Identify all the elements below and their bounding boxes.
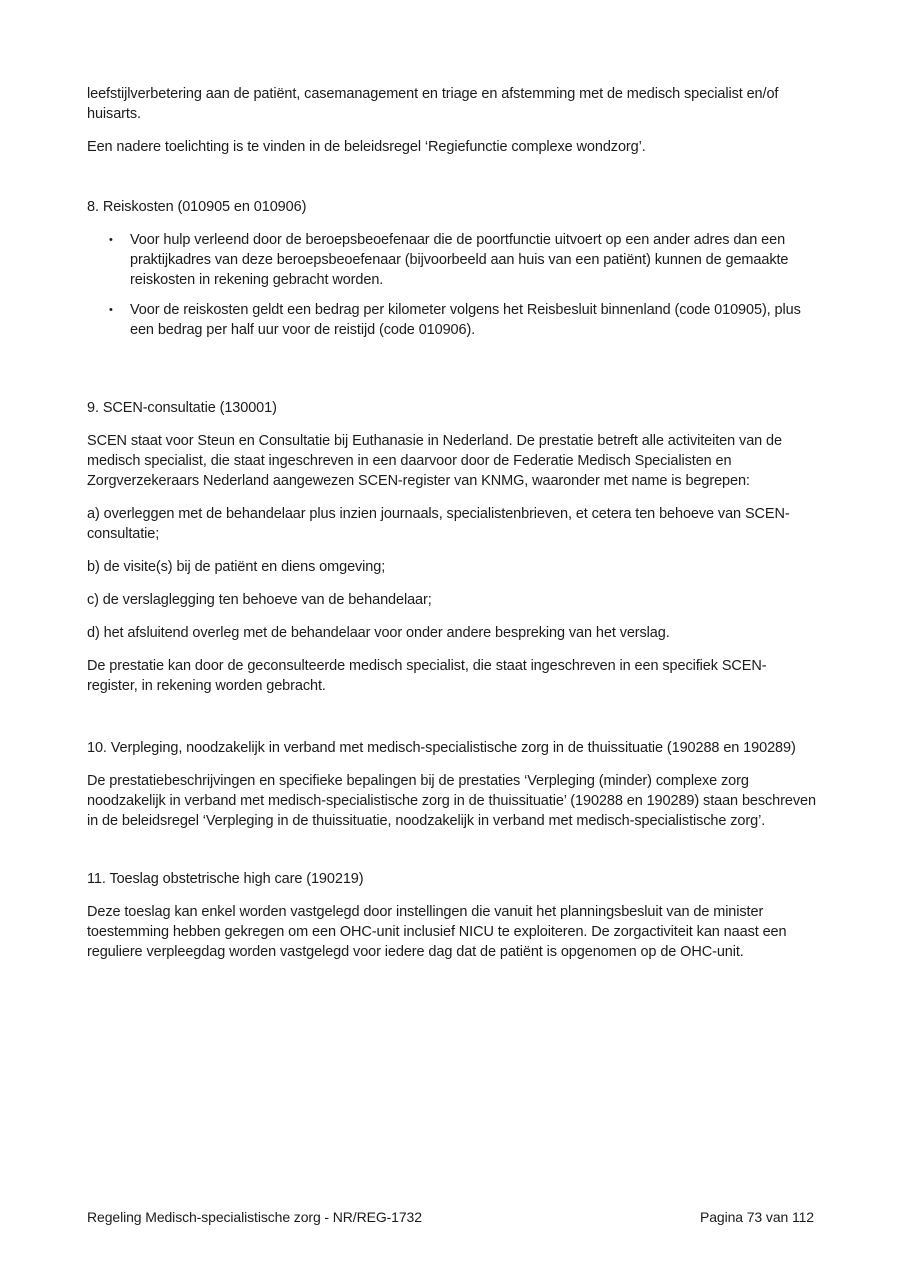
- body-paragraph: Een nadere toelichting is te vinden in de beleidsregel ‘Regiefunctie complexe wondzorg’.: [87, 139, 646, 155]
- bullet-item: [87, 300, 817, 340]
- section-toeslag-obstetrische-high-care: [87, 869, 817, 962]
- section-heading: 11. Toeslag obstetrische high care (190219): [87, 871, 364, 887]
- body-paragraph: SCEN staat voor Steun en Consultatie bij Euthanasie in Nederland. De prestatie betreft alle activiteiten van de medisch specialist, die staat ingeschreven in een daarvoor door de Federatie Medisch Specialisten en Zorgverzekeraars Nederland aangewezen SCEN-register van KNMG, waaronder met name is begrepen:: [87, 433, 782, 489]
- body-paragraph: De prestatie kan door de geconsulteerde medisch specialist, die staat ingeschreven in een specifiek SCEN-register, in rekening worden gebracht.: [87, 658, 767, 694]
- section-heading: 8. Reiskosten (010905 en 010906): [87, 199, 307, 215]
- list-item-b: b) de visite(s) bij de patiënt en diens omgeving;: [87, 559, 386, 575]
- section-scen-consultatie: [87, 398, 817, 696]
- bullet-icon: •: [109, 304, 113, 316]
- bullet-icon: •: [109, 234, 113, 246]
- bullet-list: [87, 230, 817, 340]
- bullet-text: Voor hulp verleend door de beroepsbeoefenaar die de poortfunctie uitvoert op een ander adres dan een praktijkadres van deze beroepsbeoefenaar (bijvoorbeeld aan huis van een patiënt) kunnen de gemaakte reiskosten in rekening gebracht worden.: [130, 232, 789, 288]
- footer-page-number: Pagina 73 van 112: [699, 1209, 814, 1225]
- list-item-a: a) overleggen met de behandelaar plus inzien journaals, specialistenbrieven, et cetera ten behoeve van SCEN-consultatie;: [87, 506, 790, 542]
- footer-document-title: Regeling Medisch-specialistische zorg - NR/REG-1732: [87, 1209, 422, 1225]
- list-item-c: c) de verslaglegging ten behoeve van de behandelaar;: [87, 592, 432, 608]
- page-footer: [87, 1208, 814, 1226]
- bullet-text: Voor de reiskosten geldt een bedrag per kilometer volgens het Reisbesluit binnenland (code 010905), plus een bedrag per half uur voor de reistijd (code 010906).: [130, 302, 801, 338]
- list-item-d: d) het afsluitend overleg met de behandelaar voor onder andere bespreking van het verslag.: [87, 625, 670, 641]
- page-content: [87, 84, 817, 975]
- body-paragraph: Deze toeslag kan enkel worden vastgelegd door instellingen die vanuit het planningsbesluit van de minister toestemming hebben gekregen om een OHC-unit inclusief NICU te exploiteren. De zorgactiviteit kan naast een reguliere verpleegdag worden vastgelegd voor iedere dag dat de patiënt is opgenomen op de OHC-unit.: [87, 904, 787, 960]
- body-paragraph: leefstijlverbetering aan de patiënt, casemanagement en triage en afstemming met de medisch specialist en/of huisarts.: [87, 86, 779, 122]
- section-verpleging-thuissituatie: [87, 738, 817, 831]
- section-heading: 10. Verpleging, noodzakelijk in verband met medisch-specialistische zorg in de thuissituatie (190288 en 190289): [87, 740, 796, 756]
- section-reiskosten: [87, 197, 817, 340]
- bullet-item: [87, 230, 817, 290]
- body-paragraph: De prestatiebeschrijvingen en specifieke bepalingen bij de prestaties ‘Verpleging (minder) complexe zorg noodzakelijk in verband met medisch-specialistische zorg in de thuissituatie’ (190288 en 190289) staan beschreven in de beleidsregel ‘Verpleging in de thuissituatie, noodzakelijk in verband met medisch-specialistische zorg’.: [87, 773, 816, 829]
- section-heading: 9. SCEN-consultatie (130001): [87, 400, 277, 416]
